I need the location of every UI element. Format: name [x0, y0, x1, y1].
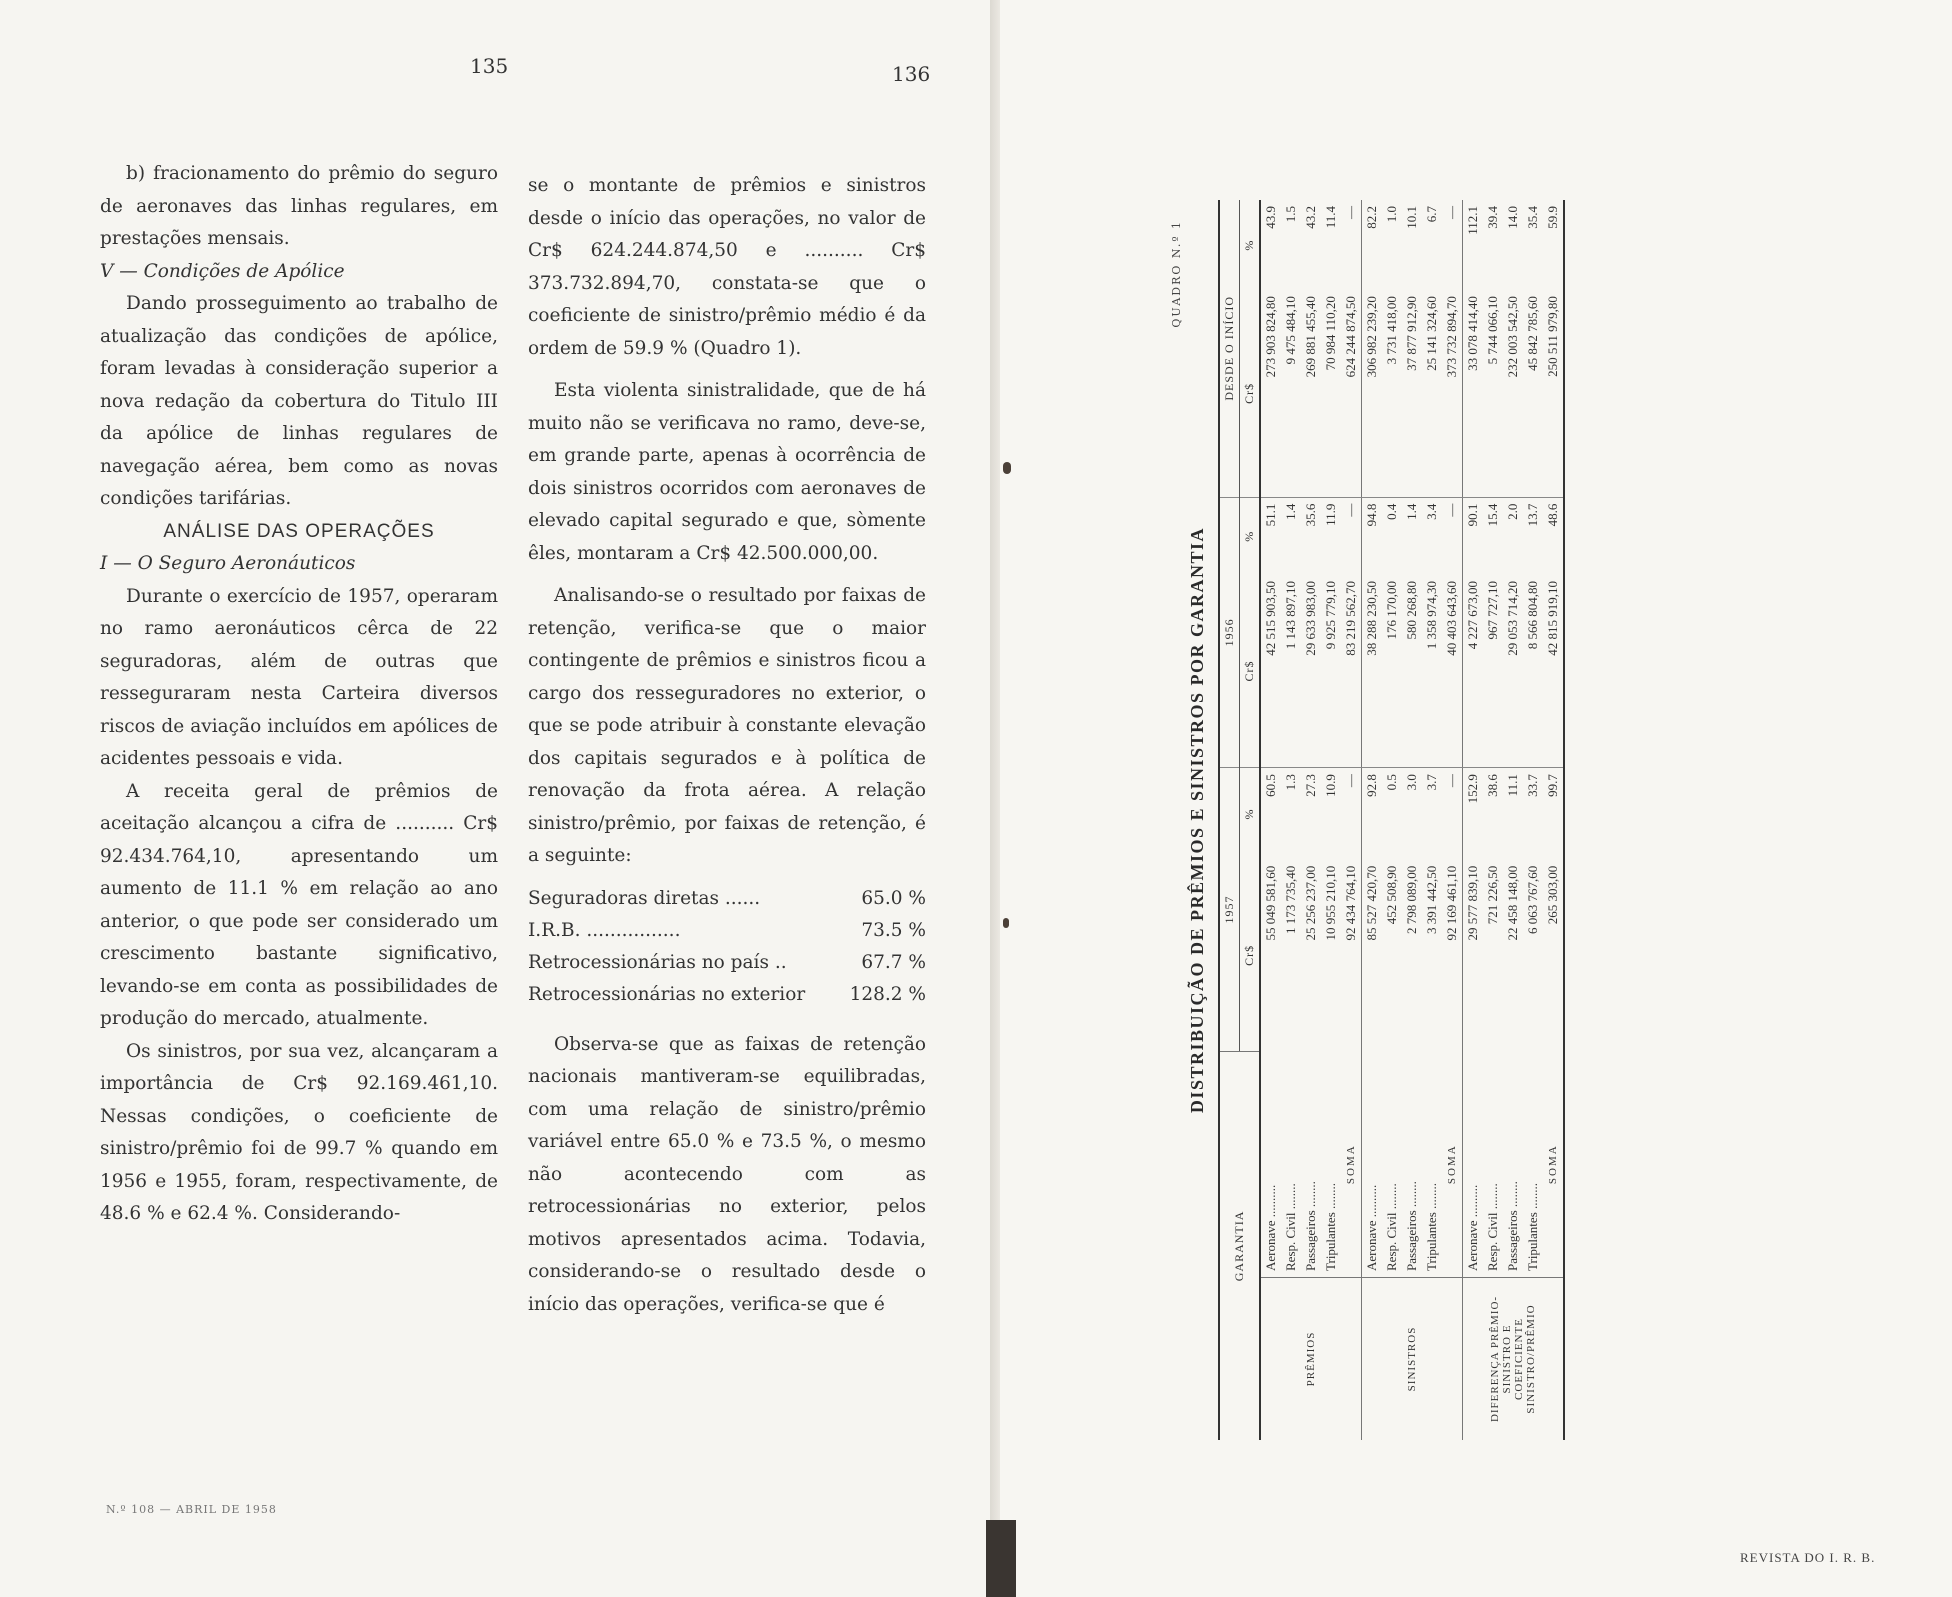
- paragraph: b) fracionamento do prêmio do seguro de aeronaves das linhas regulares, em prestações mensais.: [100, 163, 498, 249]
- cell: 1 143 897,10: [1281, 575, 1301, 768]
- cell: 721 226,50: [1485, 865, 1500, 925]
- cell: —: [1343, 503, 1358, 517]
- table-row-soma: [1543, 200, 1564, 1440]
- cell: 5 744 066,10: [1483, 290, 1503, 497]
- cell: 27.3: [1303, 774, 1318, 797]
- cell: 2.0: [1505, 503, 1520, 520]
- page-number-136: 136: [892, 62, 931, 86]
- row-label: Passageiros ........: [1404, 1181, 1419, 1271]
- cell: 10.1: [1404, 206, 1419, 229]
- quadro-label: QUADRO N.º 1: [1170, 220, 1183, 328]
- cell: 35.4: [1525, 206, 1540, 229]
- table-row: [1260, 200, 1281, 1440]
- cell: 90.1: [1463, 497, 1484, 575]
- row-label: Aeronave ..........: [1263, 1184, 1278, 1271]
- row-label: Aeronave ..........: [1362, 1051, 1383, 1277]
- cell: 580 268,80: [1402, 575, 1422, 768]
- rotated-table-block: [1170, 200, 1820, 1440]
- cell: 10 955 210,10: [1323, 865, 1338, 941]
- paragraph: A receita geral de prêmios de aceitação alcançou a cifra de .......... Cr$ 92.434.764,10, apresentando um aumento de 11.1 % em relação ao ano anterior, o que pode ser considerado um crescimento bastante significativo, levando-se em conta as possibilidades de produção do mercado, atualmente.: [100, 780, 498, 1029]
- row-label: Passageiros ........: [1303, 1181, 1318, 1271]
- paragraph: Analisando-se o resultado por faixas de retenção, verifica-se que o maior contingente de prêmios e sinistros ficou a cargo dos resseguradores no exterior, o que se pode atribuir à constante elevação dos capitais segurados e à política de renovação da frota aérea. A relação sinistro/prêmio, por faixas de retenção, é a seguinte:: [528, 585, 926, 866]
- retention-label: Retrocessionárias no exterior: [528, 983, 806, 1005]
- cell: 42 515 903,50: [1260, 575, 1281, 768]
- cell: 43.9: [1263, 206, 1278, 229]
- cell: 11.9: [1323, 503, 1338, 526]
- cell: 1.0: [1384, 206, 1399, 223]
- cell: 4 227 673,00: [1463, 575, 1484, 768]
- cell: 1 358 974,30: [1422, 575, 1442, 768]
- row-label: Resp. Civil ........: [1485, 1183, 1500, 1271]
- row-label: Tripulantes ........: [1323, 1183, 1338, 1271]
- footer-revista: REVISTA DO I. R. B.: [1740, 1550, 1876, 1565]
- cell: 15.4: [1485, 503, 1500, 527]
- cell: —: [1444, 774, 1459, 788]
- text-column-1: [100, 158, 498, 1231]
- table-row: [1463, 200, 1484, 1440]
- cell: 43.2: [1303, 206, 1318, 229]
- cell: 25 256 237,00: [1303, 865, 1318, 941]
- paragraph: se o montante de prêmios e sinistros desde o início das operações, no valor de Cr$ 624.244.874,50 e .......... Cr$ 373.732.894,70, constata-se que o coeficiente de sinistro/prêmio médio é da ordem de 59.9 % (Quadro 1).: [528, 175, 926, 359]
- row-label: SOMA: [1547, 1144, 1559, 1185]
- section-heading-i: I — O Seguro Aeronáuticos: [100, 553, 356, 574]
- cell: 29 633 983,00: [1301, 575, 1321, 768]
- cell: 1.3: [1283, 774, 1298, 791]
- cell: 60.5: [1263, 774, 1278, 797]
- header-crs: Cr$: [1242, 944, 1256, 966]
- cell: —: [1343, 774, 1358, 788]
- retention-label: Seguradoras diretas ......: [528, 887, 761, 909]
- row-label: Tripulantes ........: [1424, 1183, 1439, 1271]
- cell: 59.9: [1545, 206, 1560, 229]
- table-row: [528, 915, 926, 947]
- cell: 29 577 839,10: [1463, 860, 1484, 1052]
- cell: 51.1: [1263, 503, 1278, 527]
- table-row: [1523, 200, 1543, 1440]
- table-row: [1382, 200, 1402, 1440]
- cell: 92 434 764,10: [1343, 865, 1358, 941]
- distribution-table: [1218, 200, 1565, 1440]
- page-number-135: 135: [470, 54, 509, 78]
- header-1957: 1957: [1219, 768, 1240, 1052]
- cell: 33.7: [1525, 774, 1540, 797]
- cell: —: [1343, 206, 1358, 219]
- cell: 10.9: [1323, 774, 1338, 797]
- table-row: [1402, 200, 1422, 1440]
- table-header-row: [1219, 200, 1240, 1440]
- cell: 42 815 919,10: [1543, 575, 1564, 768]
- cell: 6 063 767,60: [1525, 865, 1540, 935]
- table-row: [1503, 200, 1523, 1440]
- header-1956: 1956: [1219, 497, 1240, 767]
- cell: 94.8: [1362, 497, 1383, 575]
- cell: 13.7: [1525, 503, 1540, 527]
- binding-hole: [1003, 918, 1009, 928]
- cell: 37 877 912,90: [1402, 290, 1422, 497]
- retention-label: Retrocessionárias no país ..: [528, 951, 787, 973]
- footer-issue: N.º 108 — ABRIL DE 1958: [106, 1503, 277, 1516]
- retention-value: 67.7 %: [861, 951, 926, 973]
- cell: 22 458 148,00: [1505, 865, 1520, 941]
- cell: 3 391 442,50: [1424, 865, 1439, 935]
- cell: 11.1: [1505, 774, 1520, 797]
- scan-shadow: [986, 1520, 1016, 1597]
- cell: 3.0: [1404, 774, 1419, 791]
- row-label: Resp. Civil ........: [1283, 1183, 1298, 1271]
- cell: 85 527 420,70: [1362, 860, 1383, 1052]
- cell: 11.4: [1323, 206, 1338, 229]
- cell: 82.2: [1362, 200, 1383, 290]
- cell: 83 219 562,70: [1341, 575, 1362, 768]
- table-row: [528, 979, 926, 1011]
- cell: 2 798 089,00: [1404, 865, 1419, 935]
- cell: 1.5: [1283, 206, 1298, 223]
- cell: 6.7: [1424, 206, 1439, 223]
- cell: 99.7: [1545, 774, 1560, 797]
- page-gutter: [990, 0, 1000, 1597]
- retention-value: 65.0 %: [861, 887, 926, 909]
- cell: 70 984 110,20: [1321, 290, 1341, 497]
- cell: 92 169 461,10: [1444, 865, 1459, 941]
- cell: 39.4: [1485, 206, 1500, 229]
- cell: 3.7: [1424, 774, 1439, 791]
- group-premios: PRÊMIOS: [1260, 1278, 1362, 1441]
- cell: 265 303,00: [1545, 865, 1560, 925]
- paragraph: Dando prosseguimento ao trabalho de atualização das condições de apólice, foram levadas à consideração superior a nova redação da cobertura do Titulo III da apólice de linhas regulares de navegação aérea, bem como as novas condições tarifárias.: [100, 293, 498, 509]
- cell: 8 566 804,80: [1523, 575, 1543, 768]
- table-row: [1362, 200, 1383, 1440]
- cell: 232 003 542,50: [1503, 290, 1523, 497]
- cell: —: [1444, 206, 1459, 219]
- cell: 967 727,10: [1483, 575, 1503, 768]
- cell: 38 288 230,50: [1362, 575, 1383, 768]
- section-heading-v: V — Condições de Apólice: [100, 260, 345, 282]
- cell: 1.4: [1283, 503, 1298, 520]
- table-row: [1483, 200, 1503, 1440]
- cell: —: [1444, 503, 1459, 517]
- row-label: Tripulantes ........: [1525, 1183, 1540, 1271]
- cell: 9 475 484,10: [1281, 290, 1301, 497]
- paragraph: Observa-se que as faixas de retenção nacionais mantiveram-se equilibradas, com uma relação de sinistro/prêmio variável entre 65.0 % e 73.5 %, o mesmo não acontecendo com as retrocessionárias no exterior, pelos motivos apresentados acima. Todavia, considerando-se o resultado desde o início das operações, verifica-se que é: [528, 1033, 926, 1315]
- cell: 40 403 643,60: [1442, 575, 1463, 768]
- header-crs: Cr$: [1240, 575, 1261, 768]
- header-pct: %: [1242, 530, 1256, 542]
- cell: 92.8: [1362, 768, 1383, 860]
- cell: 14.0: [1505, 206, 1520, 229]
- cell: 269 881 455,40: [1301, 290, 1321, 497]
- group-sinistros: SINISTROS: [1362, 1278, 1463, 1441]
- cell: 45 842 785,60: [1523, 290, 1543, 497]
- row-label: SOMA: [1345, 1144, 1357, 1185]
- cell: 3.4: [1424, 503, 1439, 520]
- row-label: Passageiros ........: [1505, 1181, 1520, 1271]
- table-row: [1301, 200, 1321, 1440]
- table-row-soma: [1341, 200, 1362, 1440]
- cell: 1.4: [1404, 503, 1419, 520]
- heading-analise: ANÁLISE DAS OPERAÇÕES: [163, 520, 435, 542]
- cell: 3 731 418,00: [1382, 290, 1402, 497]
- cell: 0.4: [1384, 503, 1399, 520]
- header-crs: Cr$: [1240, 290, 1261, 497]
- table-row: [1422, 200, 1442, 1440]
- table-title: DISTRIBUIÇÃO DE PRÊMIOS E SINISTROS POR GARANTIA: [1187, 526, 1207, 1114]
- cell: 112.1: [1463, 200, 1484, 290]
- retention-value: 128.2 %: [849, 983, 926, 1005]
- cell: 0.5: [1384, 774, 1399, 791]
- header-pct: %: [1242, 239, 1256, 251]
- binding-hole: [1003, 462, 1011, 474]
- cell: 1 173 735,40: [1283, 865, 1298, 935]
- cell: 152.9: [1463, 768, 1484, 860]
- cell: 250 511 979,80: [1543, 290, 1564, 497]
- header-pct: %: [1242, 808, 1256, 820]
- text-column-2: [528, 170, 926, 1321]
- cell: 33 078 414,40: [1463, 290, 1484, 497]
- cell: 373 732 894,70: [1442, 290, 1463, 497]
- cell: 38.6: [1485, 774, 1500, 797]
- table-row: [1281, 200, 1301, 1440]
- retention-table: [528, 883, 926, 1011]
- row-label: Aeronave ..........: [1463, 1051, 1484, 1277]
- paragraph: Os sinistros, por sua vez, alcançaram a importância de Cr$ 92.169.461,10. Nessas condições, o coeficiente de sinistro/prêmio foi de 99.7 % quando em 1956 e 1955, foram, respectivamente, de 48.6 % e 62.4 %. Considerando-: [100, 1040, 498, 1224]
- paragraph: Durante o exercício de 1957, operaram no ramo aeronáuticos cêrca de 22 seguradoras, além de outras que resseguraram nesta Carteira diversos riscos de aviação incluídos em apólices de acidentes pessoais e vida.: [100, 585, 498, 769]
- cell: 452 508,90: [1384, 865, 1399, 925]
- cell: 35.6: [1303, 503, 1318, 527]
- cell: 306 982 239,20: [1362, 290, 1383, 497]
- retention-label: I.R.B. ................: [528, 919, 681, 941]
- cell: 273 903 824,80: [1260, 290, 1281, 497]
- cell: 29 053 714,20: [1503, 575, 1523, 768]
- paragraph: Esta violenta sinistralidade, que de há muito não se verificava no ramo, deve-se, em grande parte, apenas à ocorrência de dois sinistros ocorridos com aeronaves de elevado capital segurado e que, sòmente êles, montaram a Cr$ 42.500.000,00.: [528, 380, 926, 564]
- row-label: Resp. Civil ........: [1384, 1183, 1399, 1271]
- cell: 55 049 581,60: [1263, 865, 1278, 941]
- header-inicio: DESDE O INÍCIO: [1219, 200, 1240, 497]
- cell: 176 170,00: [1382, 575, 1402, 768]
- header-garantia: GARANTIA: [1219, 1051, 1260, 1440]
- table-row: [1321, 200, 1341, 1440]
- retention-value: 73.5 %: [861, 919, 926, 941]
- table-row: [528, 947, 926, 979]
- cell: 48.6: [1545, 503, 1560, 527]
- table-row: [528, 883, 926, 915]
- cell: 624 244 874,50: [1341, 290, 1362, 497]
- cell: 9 925 779,10: [1321, 575, 1341, 768]
- row-label: SOMA: [1446, 1144, 1458, 1185]
- table-row-soma: [1442, 200, 1463, 1440]
- group-diferenca: DIFERENÇA PRÊMIO-SINISTRO E COEFICIENTE SINISTRO/PRÊMIO: [1463, 1278, 1565, 1441]
- cell: 25 141 324,60: [1422, 290, 1442, 497]
